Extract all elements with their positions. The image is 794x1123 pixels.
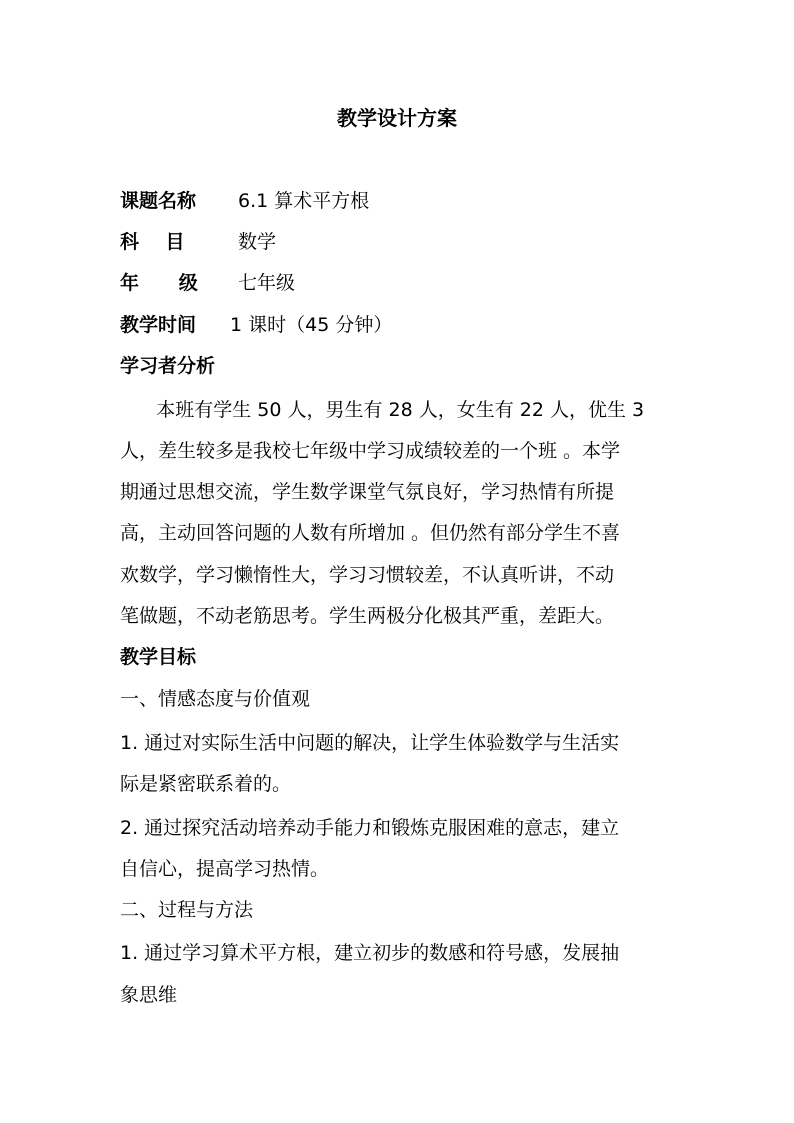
learner-line-5: 欢数学，学习懒惰性大，学习习惯较差，不认真听讲，不动 (120, 564, 615, 586)
goals-line-1: 一、情感态度与价值观 (120, 688, 311, 710)
learner-line-1: 本班有学生 50 人，男生有 28 人，女生有 22 人，优生 3 (120, 399, 645, 421)
meta-value-subject: 数学 (238, 231, 277, 253)
goals-line-6: 二、过程与方法 (120, 899, 254, 921)
meta-label-subject: 科 目 (120, 231, 185, 253)
learner-line-3: 期通过思想交流，学生数学课堂气氛良好，学习热情有所提 (120, 481, 615, 503)
goals-line-3: 际是紧密联系着的。 (120, 773, 292, 795)
learner-line-2: 人，差生较多是我校七年级中学习成绩较差的一个班 。本学 (120, 440, 621, 462)
teaching-goals-heading: 教学目标 (120, 646, 197, 668)
meta-label-topic: 课题名称 (120, 190, 197, 212)
meta-value-duration: 1 课时（45 分钟） (230, 314, 393, 336)
meta-label-grade: 年 级 (120, 272, 198, 294)
goals-line-8: 象思维 (120, 984, 178, 1006)
meta-value-grade: 七年级 (238, 272, 296, 294)
document-title: 教学设计方案 (337, 106, 457, 130)
meta-label-duration: 教学时间 (120, 314, 197, 336)
goals-line-7: 1. 通过学习算术平方根，建立初步的数感和符号感，发展抽 (120, 942, 620, 964)
goals-line-2: 1. 通过对实际生活中问题的解决，让学生体验数学与生活实 (120, 732, 620, 754)
learner-line-6: 笔做题，不动老筋思考。学生两极分化极其严重，差距大。 (120, 605, 615, 627)
learner-line-4: 高，主动回答问题的人数有所增加 。但仍然有部分学生不喜 (120, 522, 621, 544)
learner-analysis-heading: 学习者分析 (120, 355, 216, 377)
meta-value-topic: 6.1 算术平方根 (238, 190, 370, 212)
goals-line-5: 自信心，提高学习热情。 (120, 858, 330, 880)
goals-line-4: 2. 通过探究活动培养动手能力和锻炼克服困难的意志，建立 (120, 817, 620, 839)
